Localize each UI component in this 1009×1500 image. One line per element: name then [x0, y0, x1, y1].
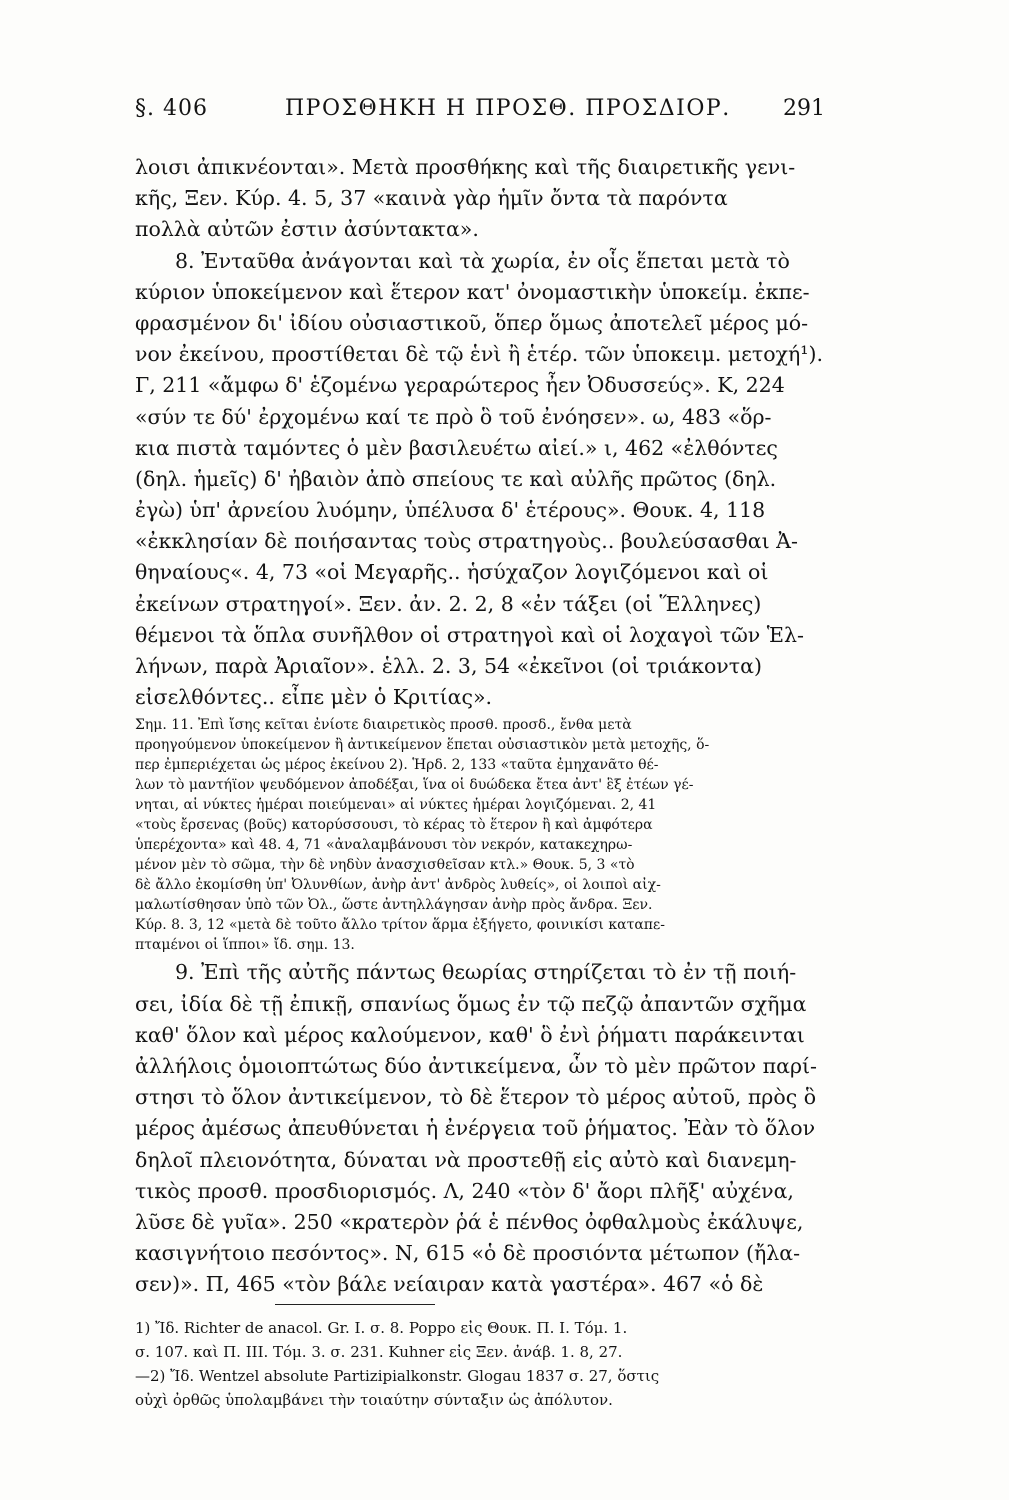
- main-text-block-2: [135, 957, 825, 1300]
- footnote-line: 1) Ἴδ. Richter de anacol. Gr. I. σ. 8. Poppo εἰς Θουκ. Π. I. Τόμ. 1.: [135, 1319, 628, 1337]
- main-text-block-1: [135, 152, 825, 713]
- note-line: μένον μὲν τὸ σῶμα, τὴν δὲ νηδὺν ἀνασχισθεῖσαν κτλ.» Θουκ. 5, 3 «τὸ: [135, 857, 635, 874]
- text-line: τικὸς προσθ. προσδιορισμός. Λ, 240 «τὸν δ' ἄορι πλῆξ' αὐχένα,: [135, 1178, 794, 1203]
- text-line: «ἐκκλησίαν δὲ ποιήσαντας τοὺς στρατηγοὺς.. βουλεύσασθαι Ἀ-: [135, 529, 798, 554]
- text-line: κύριον ὑποκείμενον καὶ ἕτερον κατ' ὀνομαστικὴν ὑποκείμ. ἐκπε-: [135, 279, 810, 304]
- footnote-line: —2) Ἴδ. Wentzel absolute Partizipialkonstr. Glogau 1837 σ. 27, ὅστις: [135, 1367, 660, 1385]
- text-line: ἐκείνων στρατηγοί». Ξεν. ἀν. 2. 2, 8 «ἐν τάξει (οἱ Ἕλληνες): [135, 591, 762, 616]
- remark-note: [135, 715, 825, 955]
- footnote-line: οὐχὶ ὀρθῶς ὑπολαμβάνει τὴν τοιαύτην σύνταξιν ὡς ἀπόλυτον.: [135, 1391, 613, 1409]
- note-line: «τοὺς ἔρσενας (βοῦς) κατορύσσουσι, τὸ κέρας τὸ ἕτερον ἢ καὶ ἀμφότερα: [135, 817, 653, 834]
- text-line: εἰσελθόντες.. εἶπε μὲν ὁ Κριτίας».: [135, 685, 492, 710]
- text-line: Γ, 211 «ἄμφω δ' ἑζομένω γεραρώτερος ἦεν Ὀδυσσεύς». Κ, 224: [135, 373, 785, 398]
- footnote-line: σ. 107. καὶ Π. III. Τόμ. 3. σ. 231. Kuhner εἰς Ξεν. ἀνάβ. 1. 8, 27.: [135, 1343, 623, 1361]
- text-line: κῆς, Ξεν. Κύρ. 4. 5, 37 «καινὰ γὰρ ἡμῖν ὄντα τὰ παρόντα: [135, 186, 728, 211]
- note-line: ὑπερέχοντα» καὶ 48. 4, 71 «ἀναλαμβάνουσι τὸν νεκρόν, κατακεχηρω-: [135, 837, 633, 854]
- running-title: ΠΡΟΣΘΗΚΗ Η ΠΡΟΣΘ. ΠΡΟΣΔΙΟΡ.: [285, 96, 731, 121]
- text-line: σεν)». Π, 465 «τὸν βάλε νείαιραν κατὰ γαστέρα». 467 «ὁ δὲ: [135, 1272, 764, 1297]
- running-header: [135, 96, 825, 136]
- text-line: κια πιστὰ ταμόντες ὁ μὲν βασιλευέτω αἰεί.» ι, 462 «ἐλθόντες: [135, 435, 778, 460]
- text-line: (δηλ. ἡμεῖς) δ' ἠβαιὸν ἀπὸ σπείους τε καὶ αὐλῆς πρῶτος (δηλ.: [135, 466, 777, 491]
- text-line: ἐγὼ) ὑπ' ἀρνείου λυόμην, ὑπέλυσα δ' ἑτέρους». Θουκ. 4, 118: [135, 498, 766, 523]
- text-line: δηλοῖ πλειονότητα, δύναται νὰ προστεθῇ εἰς αὐτὸ καὶ διανεμη-: [135, 1147, 797, 1172]
- text-line: σει, ἰδία δὲ τῇ ἐπικῇ, σπανίως ὅμως ἐν τῷ πεζῷ ἀπαντῶν σχῆμα: [135, 991, 807, 1016]
- note-line: νηται, αἱ νύκτες ἡμέραι ποιεύμεναι» αἱ νύκτες ἡμέραι λογιζόμεναι. 2, 41: [135, 797, 657, 814]
- footnote-divider: [275, 1304, 435, 1305]
- note-line: Σημ. 11. Ἐπὶ ἴσης κεῖται ἐνίοτε διαιρετικὸς προσθ. προσδ., ἔνθα μετὰ: [135, 717, 632, 734]
- note-line: Κύρ. 8. 3, 12 «μετὰ δὲ τοῦτο ἄλλο τρίτον ἅρμα ἐξήγετο, φοινικίσι καταπε-: [135, 917, 665, 934]
- text-line: φρασμένον δι' ἰδίου οὐσιαστικοῦ, ὅπερ ὅμως ἀποτελεῖ μέρος μό-: [135, 310, 809, 335]
- page-body: [135, 152, 825, 1300]
- note-line: πταμένοι οἱ ἵπποι» ἴδ. σημ. 13.: [135, 937, 355, 954]
- text-line: κασιγνήτοιο πεσόντος». Ν, 615 «ὁ δὲ προσιόντα μέτωπον (ἤλα-: [135, 1241, 801, 1266]
- text-line: θέμενοι τὰ ὅπλα συνῆλθον οἱ στρατηγοὶ καὶ οἱ λοχαγοὶ τῶν Ἑλ-: [135, 622, 804, 647]
- text-line: λῦσε δὲ γυῖα». 250 «κρατερὸν ῥά ἑ πένθος ὀφθαλμοὺς ἐκάλυψε,: [135, 1209, 804, 1234]
- note-line: προηγούμενον ὑποκείμενον ἢ ἀντικείμενον ἕπεται οὐσιαστικὸν μετὰ μετοχῆς, ὅ-: [135, 737, 710, 754]
- text-line: στησι τὸ ὅλον ἀντικείμενον, τὸ δὲ ἕτερον τὸ μέρος αὐτοῦ, πρὸς ὃ: [135, 1085, 817, 1110]
- text-line: 8. Ἐνταῦθα ἀνάγονται καὶ τὰ χωρία, ἐν οἷς ἕπεται μετὰ τὸ: [175, 248, 790, 273]
- page-number: 291: [783, 96, 825, 121]
- text-line: λοισι ἀπικνέονται». Μετὰ προσθήκης καὶ τῆς διαιρετικῆς γενι-: [135, 155, 796, 179]
- note-line: λων τὸ μαντήϊον ψευδόμενον ἀποδέξαι, ἵνα οἱ δυώδεκα ἔτεα ἀντ' ἓξ ἐτέων γέ-: [135, 777, 694, 794]
- note-line: δὲ ἄλλο ἐκομίσθη ὑπ' Ὀλυνθίων, ἀνὴρ ἀντ' ἀνδρὸς λυθείς», οἱ λοιποὶ αἰχ-: [135, 877, 661, 894]
- text-line: μέρος ἀμέσως ἀπευθύνεται ἡ ἐνέργεια τοῦ ῥήματος. Ἐὰν τὸ ὅλον: [135, 1116, 816, 1141]
- text-line: 9. Ἐπὶ τῆς αὐτῆς πάντως θεωρίας στηρίζεται τὸ ἐν τῇ ποιή-: [175, 960, 797, 985]
- footnotes: [135, 1316, 825, 1412]
- text-line: θηναίους«. 4, 73 «οἱ Μεγαρῆς.. ἡσύχαζον λογιζόμενοι καὶ οἱ: [135, 560, 769, 585]
- section-number: §. 406: [135, 96, 208, 121]
- note-line: μαλωτίσθησαν ὑπὸ τῶν Ὀλ., ὥστε ἀντηλλάγησαν ἀνὴρ πρὸς ἄνδρα. Ξεν.: [135, 897, 653, 914]
- text-line: λήνων, παρὰ Ἀριαῖον». ἑλλ. 2. 3, 54 «ἐκεῖνοι (οἱ τριάκοντα): [135, 654, 762, 678]
- text-line: πολλὰ αὐτῶν ἐστιν ἀσύντακτα».: [135, 217, 479, 242]
- note-line: περ ἐμπεριέχεται ὡς μέρος ἐκείνου 2). Ἡρδ. 2, 133 «ταῦτα ἐμηχανᾶτο θέ-: [135, 757, 659, 774]
- text-line: ἀλλήλοις ὁμοιοπτώτως δύο ἀντικείμενα, ὧν τὸ μὲν πρῶτον παρί-: [135, 1053, 817, 1078]
- text-line: «σύν τε δύ' ἐρχομένω καί τε πρὸ ὃ τοῦ ἐνόησεν». ω, 483 «ὅρ-: [135, 404, 772, 429]
- text-line: νον ἐκείνου, προστίθεται δὲ τῷ ἑνὶ ἢ ἑτέρ. τῶν ὑποκειμ. μετοχή¹).: [135, 342, 823, 367]
- text-line: καθ' ὅλον καὶ μέρος καλούμενον, καθ' ὃ ἐνὶ ῥήματι παράκεινται: [135, 1022, 805, 1047]
